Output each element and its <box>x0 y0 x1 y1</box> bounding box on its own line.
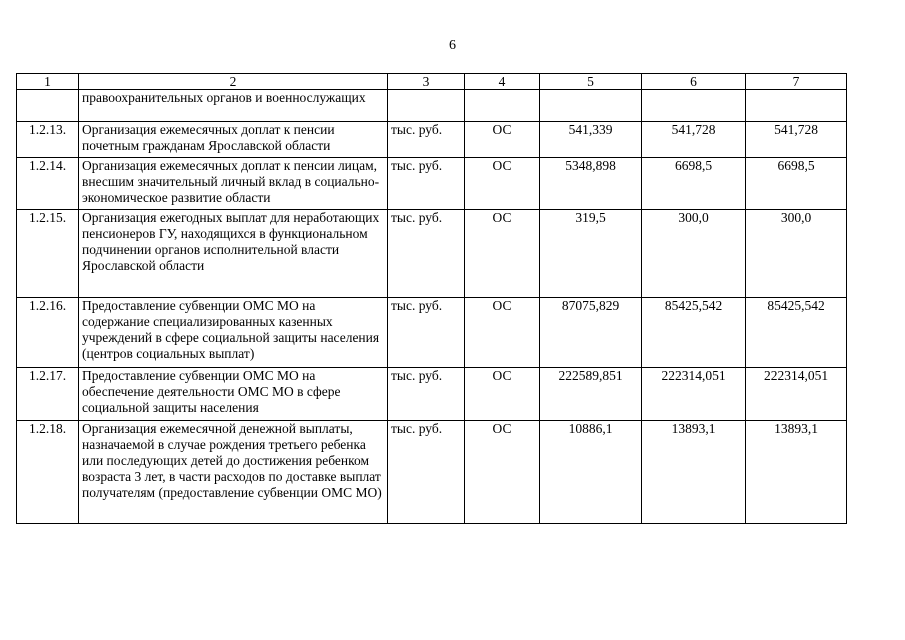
column-header: 7 <box>746 74 847 90</box>
row-number: 1.2.17. <box>17 368 79 421</box>
table-row <box>17 421 847 524</box>
header-row <box>17 74 847 90</box>
budget-table <box>16 73 847 524</box>
row-value-6: 6698,5 <box>642 158 746 210</box>
row-value-7: 300,0 <box>746 210 847 298</box>
column-header: 2 <box>79 74 388 90</box>
row-unit: тыс. руб. <box>388 158 465 210</box>
column-header: 5 <box>540 74 642 90</box>
row-number: 1.2.14. <box>17 158 79 210</box>
row-value-6: 222314,051 <box>642 368 746 421</box>
row-source: ОС <box>465 210 540 298</box>
row-unit: тыс. руб. <box>388 421 465 524</box>
row-name: Организация ежемесячных доплат к пенсии лицам, внесшим значительный личный вклад в социально-экономическое развитие области <box>79 158 388 210</box>
row-value-5: 5348,898 <box>540 158 642 210</box>
row-number: 1.2.18. <box>17 421 79 524</box>
row-name: Организация ежемесячной денежной выплаты, назначаемой в случае рождения третьего ребенка или последующих детей до достижения ребенком возраста 3 лет, в части расходов по доставке выплат получателям (предоставление субвенции ОМС МО) <box>79 421 388 524</box>
column-header: 3 <box>388 74 465 90</box>
row-unit: тыс. руб. <box>388 298 465 368</box>
table-row <box>17 122 847 158</box>
row-number <box>17 90 79 122</box>
row-value-6 <box>642 90 746 122</box>
table-row <box>17 368 847 421</box>
row-value-5: 319,5 <box>540 210 642 298</box>
table-row <box>17 158 847 210</box>
row-value-6: 300,0 <box>642 210 746 298</box>
row-name: Предоставление субвенции ОМС МО на обеспечение деятельности ОМС МО в сфере социальной защиты населения <box>79 368 388 421</box>
row-name: Организация ежемесячных доплат к пенсии почетным гражданам Ярославской области <box>79 122 388 158</box>
column-header: 6 <box>642 74 746 90</box>
row-source: ОС <box>465 368 540 421</box>
table-row <box>17 298 847 368</box>
row-unit: тыс. руб. <box>388 368 465 421</box>
row-value-5: 10886,1 <box>540 421 642 524</box>
column-header: 1 <box>17 74 79 90</box>
row-value-7: 85425,542 <box>746 298 847 368</box>
column-header: 4 <box>465 74 540 90</box>
row-value-7 <box>746 90 847 122</box>
row-unit <box>388 90 465 122</box>
row-value-6: 85425,542 <box>642 298 746 368</box>
row-name: Предоставление субвенции ОМС МО на содержание специализированных казенных учреждений в сфере социальной защиты населения (центров социальных выплат) <box>79 298 388 368</box>
table-row <box>17 210 847 298</box>
row-value-5 <box>540 90 642 122</box>
row-value-7: 6698,5 <box>746 158 847 210</box>
row-source: ОС <box>465 158 540 210</box>
row-value-5: 222589,851 <box>540 368 642 421</box>
row-source: ОС <box>465 298 540 368</box>
row-value-7: 13893,1 <box>746 421 847 524</box>
table-row <box>17 90 847 122</box>
row-value-5: 87075,829 <box>540 298 642 368</box>
row-value-7: 222314,051 <box>746 368 847 421</box>
row-name: правоохранительных органов и военнослужащих <box>79 90 388 122</box>
row-source: ОС <box>465 122 540 158</box>
row-value-5: 541,339 <box>540 122 642 158</box>
row-unit: тыс. руб. <box>388 122 465 158</box>
row-value-6: 13893,1 <box>642 421 746 524</box>
row-value-7: 541,728 <box>746 122 847 158</box>
page-number: 6 <box>449 38 456 53</box>
row-name: Организация ежегодных выплат для неработающих пенсионеров ГУ, находящихся в функциональном подчинении органов исполнительной власти Ярославской области <box>79 210 388 298</box>
row-unit: тыс. руб. <box>388 210 465 298</box>
row-source <box>465 90 540 122</box>
row-number: 1.2.13. <box>17 122 79 158</box>
row-number: 1.2.16. <box>17 298 79 368</box>
row-number: 1.2.15. <box>17 210 79 298</box>
row-source: ОС <box>465 421 540 524</box>
row-value-6: 541,728 <box>642 122 746 158</box>
